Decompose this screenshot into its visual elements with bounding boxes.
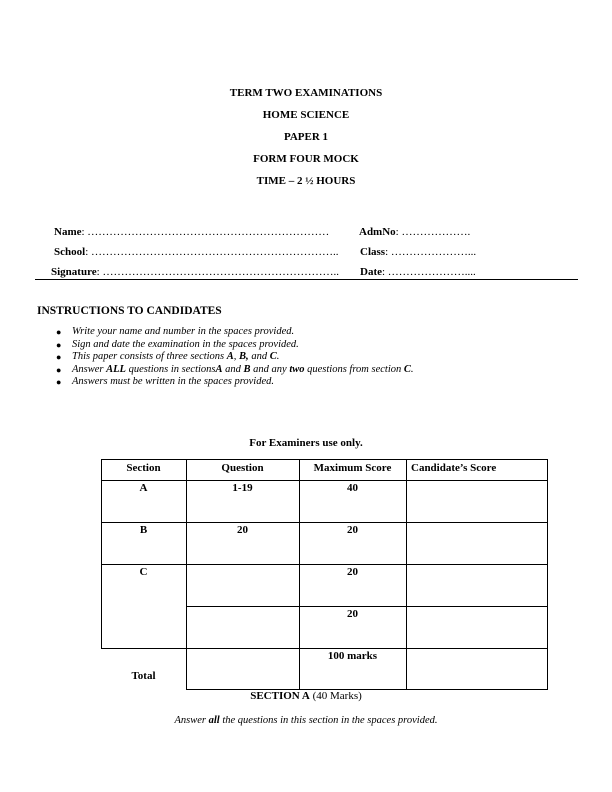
cell-section: C [139, 566, 148, 578]
instruction-text: Answers must be written in the spaces provided. [72, 376, 275, 387]
cell-candidate-score[interactable] [406, 522, 547, 564]
cell-question [186, 606, 299, 648]
cell-max-score: 20 [347, 524, 358, 536]
table-border-right [547, 459, 548, 689]
date-label: Date [360, 266, 382, 278]
section-a-note-emphasis: all [208, 715, 220, 726]
instruction-emphasis: A [215, 363, 223, 375]
bullet-icon: ● [56, 377, 62, 387]
cell-question: 20 [237, 524, 248, 536]
exam-title: TERM TWO EXAMINATIONS [229, 87, 383, 99]
class-blank[interactable]: : …………………... [385, 246, 477, 258]
cell-question: 1-19 [232, 482, 253, 494]
cell-max-score: 20 [347, 608, 358, 620]
admno-blank[interactable]: : ………………. [395, 226, 471, 238]
section-a-note-pre: Answer [174, 715, 209, 726]
instruction-text: and [248, 351, 270, 362]
cell-max-score: 40 [347, 482, 358, 494]
table-header-question: Question [221, 462, 264, 474]
instruction-text: and any [250, 363, 290, 375]
instruction-text: and [222, 363, 244, 375]
table-header-candidate-score: Candidate’s Score [411, 462, 497, 474]
signature-blank[interactable]: : ……………………………………………………….. [96, 266, 339, 278]
section-a-marks: (40 Marks) [309, 690, 362, 702]
paper-number: PAPER 1 [283, 131, 329, 143]
cell-section: B [139, 524, 148, 536]
total-candidate-score[interactable] [406, 648, 547, 689]
table-header-max-score: Maximum Score [313, 462, 392, 474]
cell-candidate-score[interactable] [406, 606, 547, 648]
instruction-emphasis: two [289, 363, 305, 375]
instruction-text: This paper consists of three sections [72, 351, 227, 362]
signature-label: Signature [51, 266, 97, 278]
form-title: FORM FOUR MOCK [253, 153, 359, 165]
total-label: Total [131, 670, 156, 682]
instruction-emphasis: ALL [106, 363, 126, 375]
cell-question [186, 564, 299, 606]
section-a-heading [0, 690, 612, 703]
instruction-text: . [276, 351, 280, 362]
instructions-heading: INSTRUCTIONS TO CANDIDATES [37, 305, 222, 317]
cell-candidate-score[interactable] [406, 564, 547, 606]
cell-section: A [139, 482, 148, 494]
instruction-text: questions in sections [125, 363, 216, 375]
instruction-text: , [233, 351, 240, 362]
instruction-emphasis: B, [239, 351, 249, 362]
bullet-icon: ● [56, 364, 62, 375]
instruction-emphasis: A [226, 351, 234, 362]
instruction-emphasis: B [243, 363, 251, 375]
name-blank[interactable]: : ………………………………………………………… [81, 226, 330, 238]
cell-max-score: 20 [347, 566, 358, 578]
table-header-section: Section [126, 462, 161, 474]
total-question [186, 648, 299, 689]
instruction-emphasis: C [403, 363, 411, 375]
instruction-text: Write your name and number in the spaces provided. [72, 326, 295, 337]
admno-label: AdmNo [359, 226, 396, 238]
time-allowed: TIME – 2 ½ HOURS [256, 175, 356, 187]
date-blank[interactable]: : ………………….... [382, 266, 476, 278]
instruction-text: . [410, 363, 414, 375]
instruction-text: Answer [72, 363, 107, 375]
subject-title: HOME SCIENCE [262, 109, 350, 121]
total-max-score: 100 marks [327, 650, 378, 662]
class-label: Class [360, 246, 386, 258]
section-a-note-post: the questions in this section in the spaces provided. [219, 715, 438, 726]
instruction-text: questions from section [304, 363, 404, 375]
school-blank[interactable]: : ………………………………………………………….. [85, 246, 339, 258]
bullet-icon: ● [56, 327, 62, 337]
name-label: Name [54, 226, 82, 238]
cell-candidate-score[interactable] [406, 480, 547, 522]
instruction-text: Sign and date the examination in the spaces provided. [72, 338, 299, 350]
section-a-title: SECTION A [250, 690, 310, 702]
examiner-table-caption: For Examiners use only. [249, 437, 363, 449]
instruction-emphasis: C [269, 351, 277, 362]
section-a-instruction [0, 714, 612, 727]
school-label: School [54, 246, 86, 258]
bullet-icon: ● [56, 339, 62, 350]
bullet-icon: ● [56, 352, 62, 362]
